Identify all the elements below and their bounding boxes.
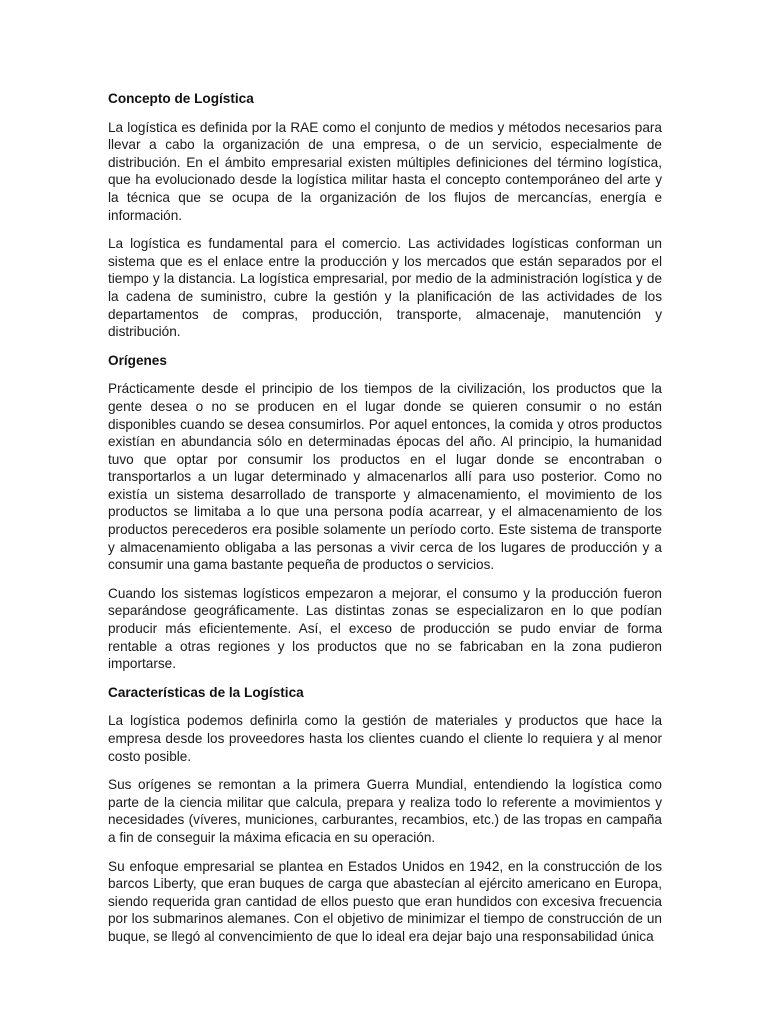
paragraph: La logística es definida por la RAE como el conjunto de medios y métodos necesarios para llevar a cabo la organización de una empresa, o de un servicio, especialmente de distribución. En el ámbito empresarial existen múltiples definiciones del término logística, que ha evolucionado desde la logística militar hasta el concepto contemporáneo del arte y la técnica que se ocupa de la organización de los flujos de mercancías, energía e información. xyxy=(108,119,662,223)
paragraph: La logística es fundamental para el comercio. Las actividades logísticas conforman un sistema que es el enlace entre la producción y los mercados que están separados por el tiempo y la distancia. La logística empresarial, por medio de la administración logística y de la cadena de suministro, cubre la gestión y la planificación de las actividades de los departamentos de compras, producción, transporte, almacenaje, manutención y distribución. xyxy=(108,236,662,340)
paragraph: Cuando los sistemas logísticos empezaron a mejorar, el consumo y la producción fueron separándose geográficamente. Las distintas zonas se especializaron en lo que podían producir más eficientemente. Así, el exceso de producción se pudo enviar de forma rentable a otras regiones y los productos que no se fabricaban en la zona pudieron importarse. xyxy=(108,585,662,672)
section-heading-origenes: Orígenes xyxy=(108,352,167,368)
document-body xyxy=(108,90,662,946)
section-heading-concepto: Concepto de Logística xyxy=(108,91,254,106)
paragraph: Su enfoque empresarial se plantea en Estados Unidos en 1942, en la construcción de los barcos Liberty, que eran buques de carga que abastecían al ejército americano en Europa, siendo requerida gran cantidad de ellos puesto que eran hundidos con excesiva frecuencia por los submarinos alemanes. Con el objetivo de minimizar el tiempo de construcción de un buque, se llegó al convencimiento de que lo ideal era dejar bajo una responsabilidad única xyxy=(108,858,662,944)
paragraph: La logística podemos definirla como la gestión de materiales y productos que hace la empresa desde los proveedores hasta los clientes cuando el cliente lo requiera y al menor costo posible. xyxy=(108,713,662,764)
section-heading-caracteristicas: Características de la Logística xyxy=(108,684,304,700)
paragraph: Sus orígenes se remontan a la primera Guerra Mundial, entendiendo la logística como parte de la ciencia militar que calcula, prepara y realiza todo lo referente a movimientos y necesidades (víveres, municiones, carburantes, recambios, etc.) de las tropas en campaña a fin de conseguir la máxima eficacia en su operación. xyxy=(108,777,662,845)
paragraph: Prácticamente desde el principio de los tiempos de la civilización, los productos que la gente desea o no se producen en el lugar donde se quieren consumir o no están disponibles cuando se desea consumirlos. Por aquel entonces, la comida y otros productos existían en abundancia sólo en determinadas épocas del año. Al principio, la humanidad tuvo que optar por consumir los productos en el lugar donde se encontraban o transportarlos a un lugar determinado y almacenarlos allí para uso posterior. Como no existía un sistema desarrollado de transporte y almacenamiento, el movimiento de los productos se limitaba a lo que una persona podía acarrear, y el almacenamiento de los productos perecederos era posible solamente un período corto. Este sistema de transporte y almacenamiento obligaba a las personas a vivir cerca de los lugares de producción y a consumir una gama bastante pequeña de productos o servicios. xyxy=(108,381,662,573)
